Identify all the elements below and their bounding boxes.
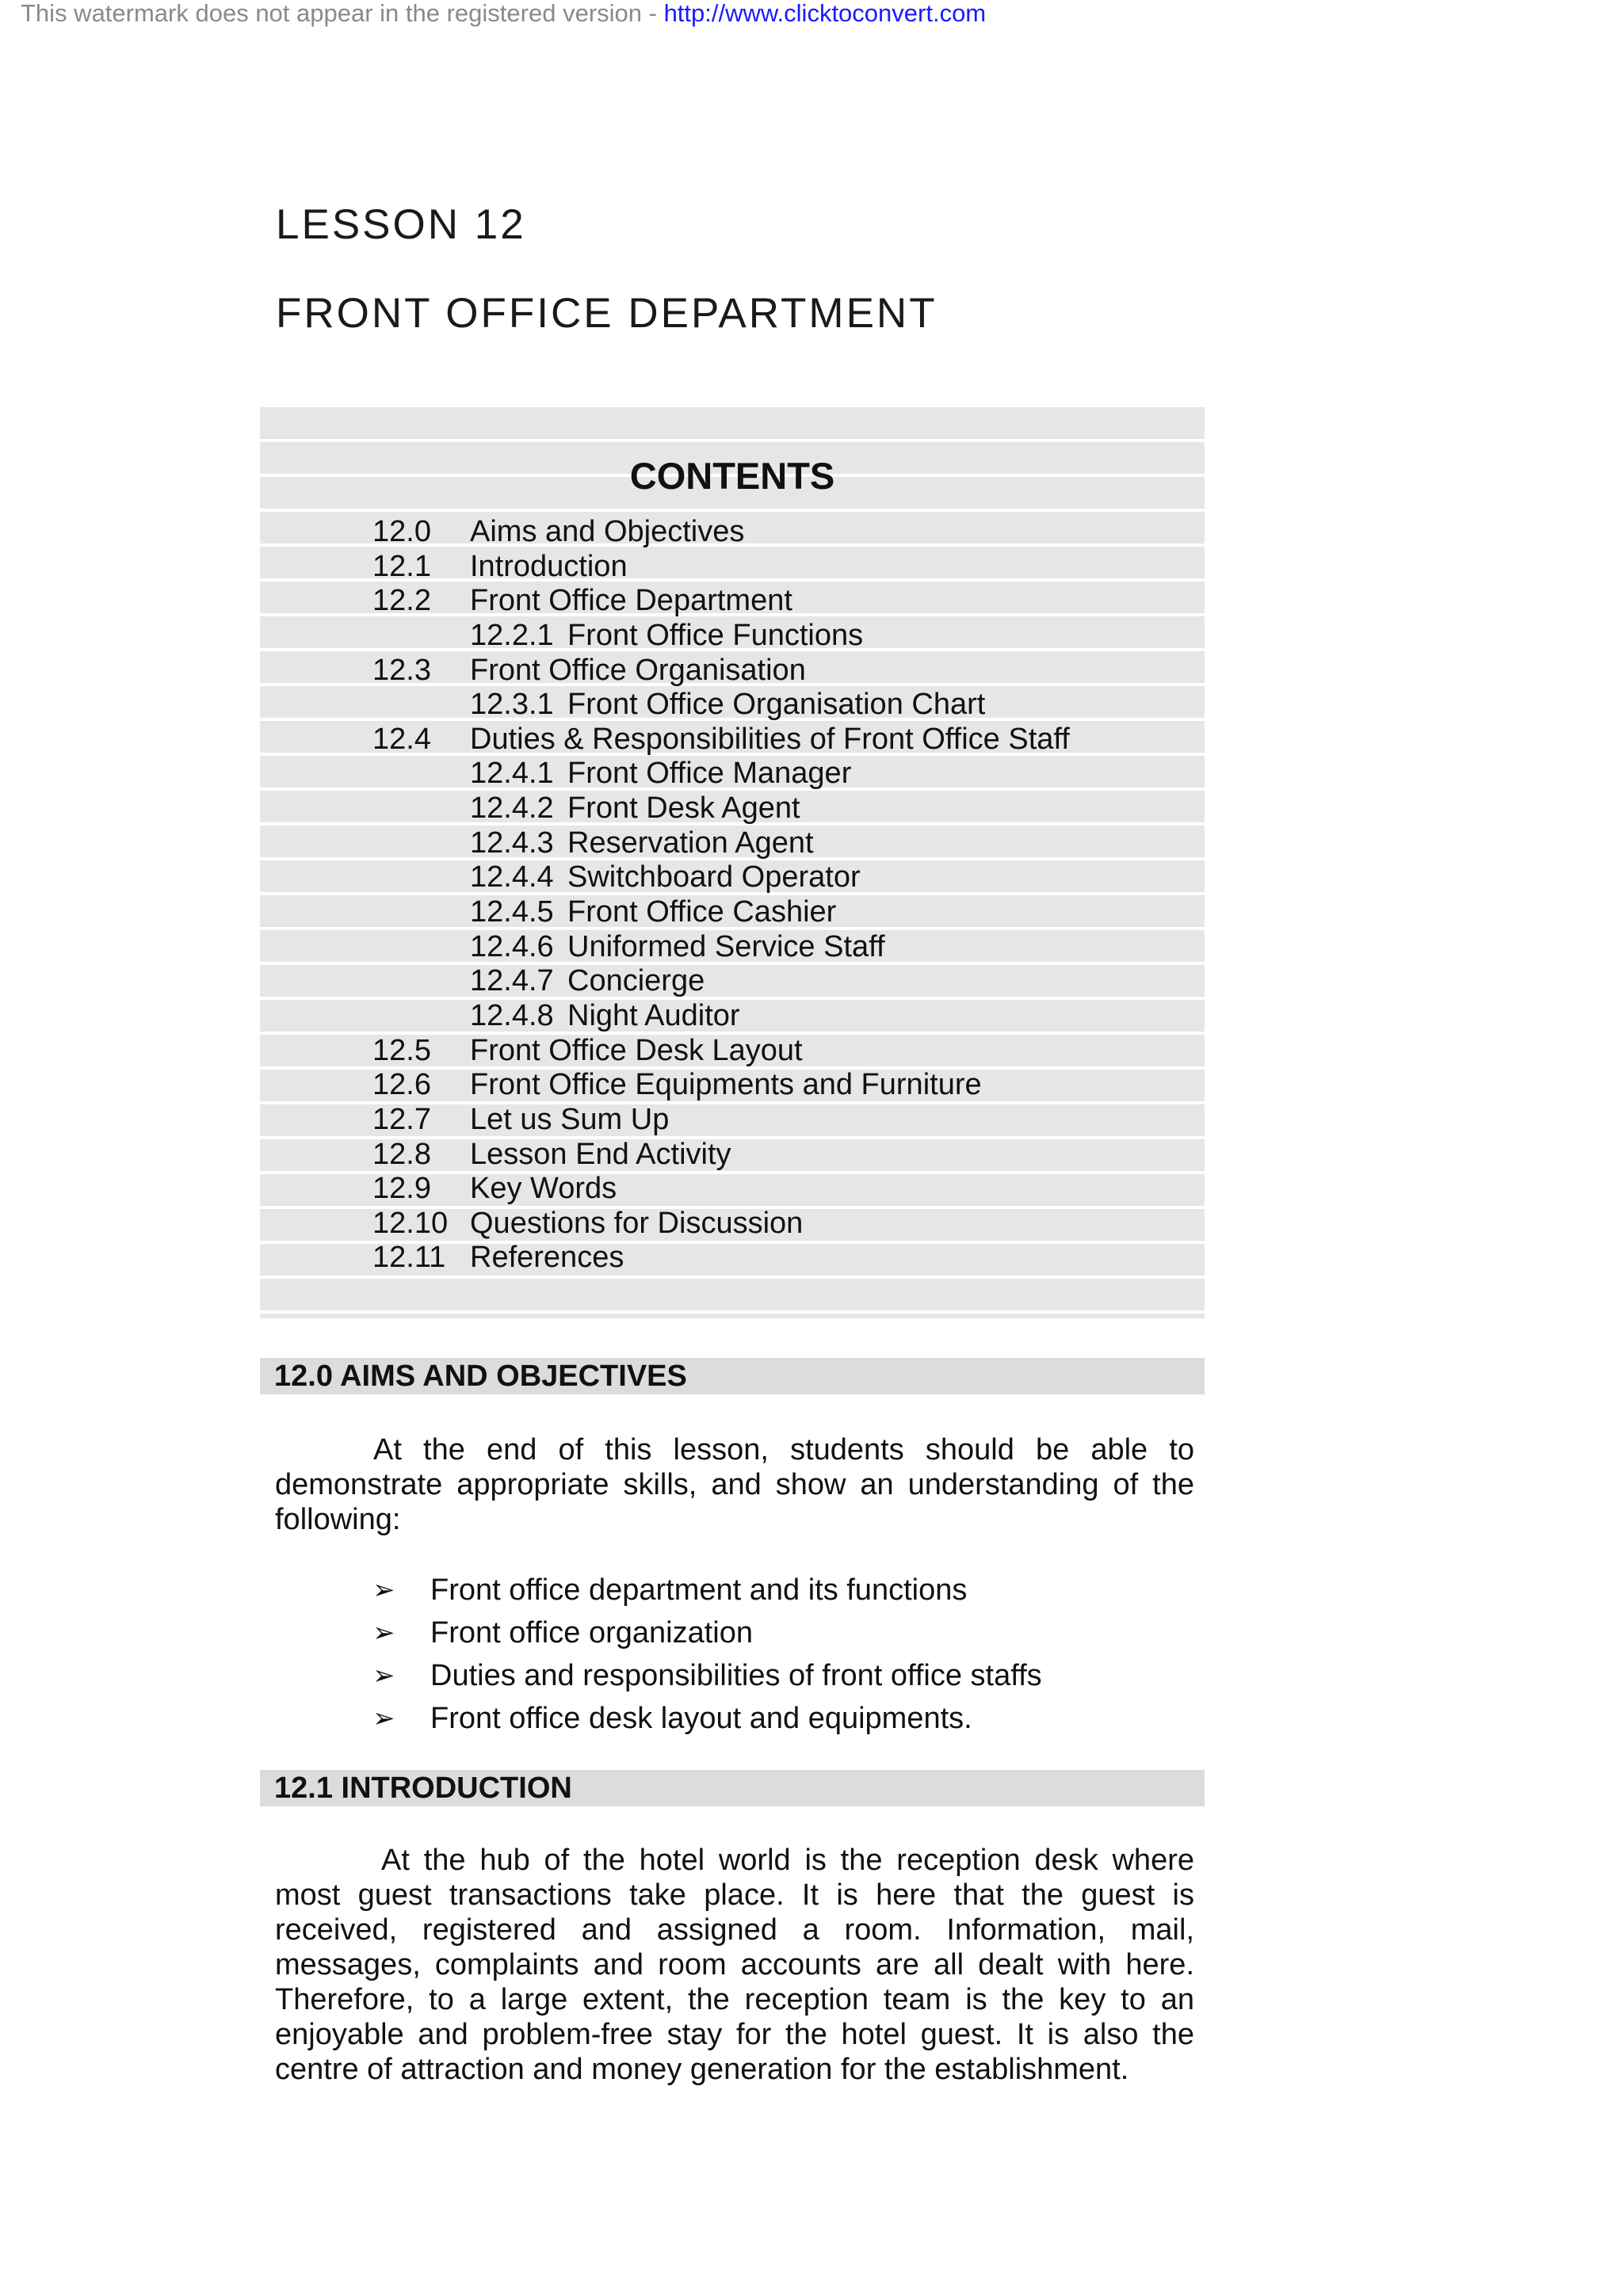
contents-item-number: 12.4.3 bbox=[470, 826, 554, 860]
contents-item-number: 12.2 bbox=[372, 584, 431, 618]
contents-item bbox=[372, 1068, 1197, 1103]
contents-item-number: 12.3.1 bbox=[470, 688, 554, 722]
contents-item-title: Front Office Department bbox=[470, 584, 792, 618]
contents-item-number: 12.11 bbox=[372, 1241, 446, 1275]
contents-item-title: Reservation Agent bbox=[567, 826, 814, 860]
aims-bullet-text: Front office department and its functions bbox=[430, 1573, 968, 1607]
aims-bullet-text: Front office organization bbox=[430, 1616, 753, 1650]
contents-item bbox=[372, 757, 1197, 791]
contents-item-number: 12.4.5 bbox=[470, 895, 554, 929]
contents-item-title: Concierge bbox=[567, 964, 705, 998]
aims-section-heading bbox=[260, 1358, 1205, 1394]
contents-item-number: 12.4.7 bbox=[470, 964, 554, 998]
contents-item-title: Front Office Organisation bbox=[470, 653, 806, 687]
contents-item-title: Front Office Cashier bbox=[567, 895, 837, 929]
contents-item-title: References bbox=[470, 1241, 624, 1275]
contents-item-title: Front Office Desk Layout bbox=[470, 1033, 803, 1067]
contents-item-number: 12.0 bbox=[372, 515, 431, 548]
contents-heading: CONTENTS bbox=[629, 455, 835, 497]
contents-item-number: 12.5 bbox=[372, 1033, 431, 1067]
contents-item bbox=[372, 1103, 1197, 1138]
contents-item bbox=[372, 1138, 1197, 1173]
aims-heading-text: 12.0 AIMS AND OBJECTIVES bbox=[274, 1360, 687, 1393]
contents-item-title: Uniformed Service Staff bbox=[567, 929, 885, 963]
contents-item-number: 12.1 bbox=[372, 549, 431, 583]
aims-paragraph: At the end of this lesson, students should be able to demonstrate appropriate skills, and show an understanding of the following: bbox=[275, 1433, 1194, 1536]
contents-table bbox=[260, 407, 1205, 1318]
contents-item-title: Introduction bbox=[470, 549, 628, 583]
contents-list bbox=[372, 515, 1197, 1276]
contents-item-number: 12.4.1 bbox=[470, 757, 554, 791]
contents-item-title: Key Words bbox=[470, 1172, 617, 1206]
contents-item bbox=[372, 1207, 1197, 1241]
contents-item-title: Front Office Manager bbox=[567, 757, 852, 791]
aims-bullet-text: Duties and responsibilities of front office staffs bbox=[430, 1659, 1042, 1692]
contents-item-title: Let us Sum Up bbox=[470, 1102, 670, 1136]
contents-item bbox=[372, 619, 1197, 654]
contents-item-number: 12.4.6 bbox=[470, 929, 554, 963]
contents-item-title: Aims and Objectives bbox=[470, 515, 745, 548]
contents-item-number: 12.9 bbox=[372, 1172, 431, 1206]
contents-item-title: Night Auditor bbox=[567, 998, 740, 1032]
contents-item bbox=[372, 515, 1197, 550]
lesson-number: LESSON 12 bbox=[276, 201, 526, 248]
contents-item bbox=[372, 964, 1197, 999]
contents-item-number: 12.4.2 bbox=[470, 791, 554, 826]
contents-item bbox=[372, 895, 1197, 930]
arrow-bullet-icon: ➢ bbox=[372, 1660, 395, 1691]
contents-item-number: 12.7 bbox=[372, 1102, 431, 1136]
arrow-bullet-icon: ➢ bbox=[372, 1703, 395, 1734]
lesson-title: FRONT OFFICE DEPARTMENT bbox=[276, 290, 938, 337]
contents-item-title: Front Office Equipments and Furniture bbox=[470, 1068, 982, 1102]
contents-item bbox=[372, 1172, 1197, 1207]
contents-item-number: 12.4.8 bbox=[470, 998, 554, 1032]
contents-item-number: 12.8 bbox=[372, 1137, 431, 1171]
contents-item-title: Front Office Organisation Chart bbox=[567, 688, 986, 722]
aims-bullet-text: Front office desk layout and equipments. bbox=[430, 1702, 972, 1735]
watermark-text: This watermark does not appear in the registered version - bbox=[21, 0, 664, 27]
contents-item bbox=[372, 654, 1197, 688]
contents-item bbox=[372, 930, 1197, 965]
contents-item bbox=[372, 1241, 1197, 1276]
contents-item-number: 12.4.4 bbox=[470, 860, 554, 894]
watermark-link[interactable]: http://www.clicktoconvert.com bbox=[663, 0, 987, 27]
contents-item-title: Front Office Functions bbox=[567, 618, 864, 652]
contents-item-number: 12.3 bbox=[372, 653, 431, 687]
contents-item bbox=[372, 826, 1197, 861]
introduction-paragraph: At the hub of the hotel world is the reception desk where most guest transactions take place. It is here that the guest is received, registered and assigned a room. Information, mail, messages, complaints and room accounts are all dealt with here. Therefore, to a large extent, the reception team is the key to an enjoyable and problem-free stay for the hotel guest. It is also the centre of attraction and money generation for the establishment. bbox=[275, 1844, 1194, 2086]
contents-item bbox=[372, 1034, 1197, 1069]
contents-item bbox=[372, 860, 1197, 895]
contents-item-title: Switchboard Operator bbox=[567, 860, 861, 894]
arrow-bullet-icon: ➢ bbox=[372, 1617, 395, 1649]
contents-item-title: Questions for Discussion bbox=[470, 1206, 804, 1240]
contents-item-number: 12.10 bbox=[372, 1206, 449, 1240]
introduction-section-heading bbox=[260, 1770, 1205, 1806]
contents-item-number: 12.4 bbox=[372, 722, 431, 756]
contents-item bbox=[372, 688, 1197, 723]
contents-item bbox=[372, 723, 1197, 757]
contents-item-number: 12.6 bbox=[372, 1068, 431, 1102]
contents-item bbox=[372, 584, 1197, 619]
contents-item-title: Front Desk Agent bbox=[567, 791, 800, 826]
contents-item-number: 12.2.1 bbox=[470, 618, 554, 652]
watermark-banner bbox=[21, 0, 986, 27]
contents-item bbox=[372, 999, 1197, 1034]
arrow-bullet-icon: ➢ bbox=[372, 1574, 395, 1606]
contents-item-title: Lesson End Activity bbox=[470, 1137, 731, 1171]
contents-item bbox=[372, 791, 1197, 826]
contents-item bbox=[372, 550, 1197, 585]
contents-item-title: Duties & Responsibilities of Front Office Staff bbox=[470, 722, 1070, 756]
introduction-heading-text: 12.1 INTRODUCTION bbox=[274, 1772, 572, 1805]
